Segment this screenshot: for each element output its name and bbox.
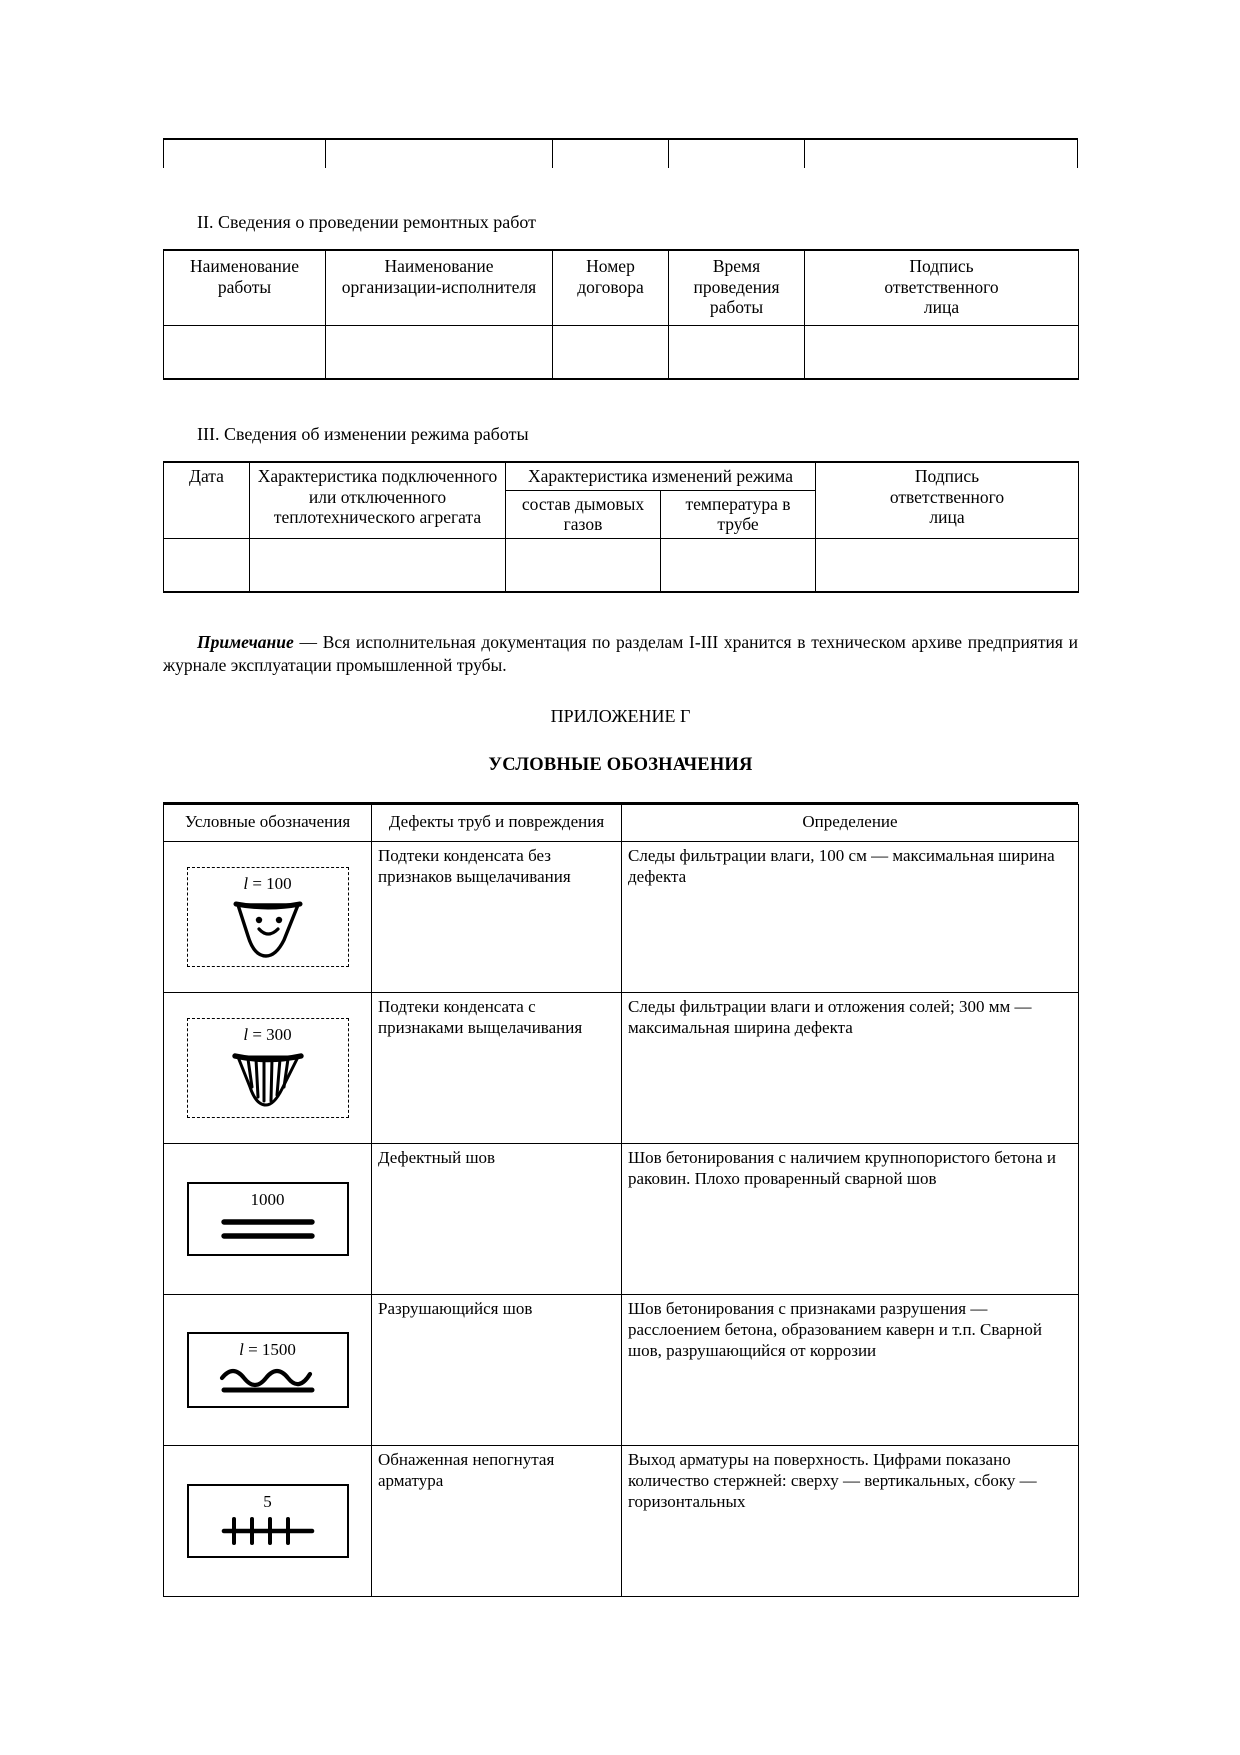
note-label: Примечание	[197, 631, 294, 652]
table-cell[interactable]	[506, 538, 661, 592]
note-paragraph	[163, 631, 1078, 677]
legend-table-wrapper	[163, 802, 1078, 1597]
table-fragment-top	[163, 138, 1078, 168]
section-heading-3: III. Сведения об изменении режима работы	[197, 423, 529, 444]
symbol-box-dashed	[187, 1018, 349, 1119]
header-line: температура в	[685, 493, 791, 514]
table-cell[interactable]	[553, 325, 669, 379]
col-header-contract-number	[553, 250, 669, 325]
legend-definition: Следы фильтрации влаги и отложения солей; 300 мм — максимальная ширина дефекта	[622, 993, 1079, 1144]
header-line: Подпись	[909, 256, 974, 276]
col-header-flue-gas-composition	[506, 490, 661, 538]
symbol-box-solid	[187, 1484, 349, 1559]
header-line: теплотехнического агрегата	[273, 507, 482, 528]
table-repair-works	[163, 249, 1079, 380]
header-line: трубе	[717, 514, 759, 535]
header-line: Подпись	[914, 465, 980, 486]
legend-row	[164, 993, 1079, 1144]
symbol-label: 5	[263, 1491, 272, 1511]
note-text: Вся исполнительная документация по разделам I-III хранится в техническом архиве предприятия и журнале эксплуатации промышленной трубы.	[163, 631, 1078, 675]
col-header-work-time	[669, 250, 805, 325]
table-header-row	[164, 462, 1079, 490]
table-cell[interactable]	[326, 325, 553, 379]
legend-symbol-cell	[164, 993, 372, 1144]
symbol-label: 1000	[250, 1189, 285, 1209]
col-header-signature	[805, 250, 1079, 325]
header-line: лица	[929, 507, 965, 528]
header-line: или отключенного	[308, 486, 447, 507]
legend-row	[164, 1295, 1079, 1446]
col-header-stack-temperature	[661, 490, 816, 538]
table-fragment-rule	[325, 140, 326, 168]
col-header-signature	[816, 462, 1079, 538]
rebar-ticks-icon	[208, 1514, 328, 1548]
header-line: Характеристика подключенного	[257, 465, 498, 486]
condensate-drip-icon	[232, 896, 304, 958]
legend-symbol-cell	[164, 1295, 372, 1446]
symbol-label: l = 100	[243, 873, 292, 893]
legend-symbol-cell	[164, 842, 372, 993]
table-header-row	[164, 250, 1079, 325]
col-header-regime-group	[506, 462, 816, 490]
legend-defect: Обнаженная непогнутая арматура	[372, 1446, 622, 1597]
header-line: Характеристика изменений режима	[527, 465, 794, 486]
symbol-box-solid	[187, 1182, 349, 1257]
table-cell[interactable]	[805, 325, 1079, 379]
table-row[interactable]	[164, 538, 1079, 592]
legend-defect: Разрушающийся шов	[372, 1295, 622, 1446]
double-line-seam-icon	[208, 1212, 328, 1246]
table-cell[interactable]	[164, 325, 326, 379]
header-line: работы	[217, 276, 272, 297]
legend-definition: Выход арматуры на поверхность. Цифрами показано количество стержней: сверху — вертикальных, сбоку — горизонтальных	[622, 1446, 1079, 1597]
col-header-work-name	[164, 250, 326, 325]
symbol-label: l = 1500	[239, 1339, 296, 1359]
table-cell[interactable]	[250, 538, 506, 592]
header-line: лица	[923, 297, 960, 318]
col-header-organization	[326, 250, 553, 325]
header-line: договора	[577, 276, 644, 297]
legend-row	[164, 1144, 1079, 1295]
legend-symbol-cell	[164, 1144, 372, 1295]
section-heading-2: II. Сведения о проведении ремонтных работ	[197, 212, 537, 232]
table-fragment-rule	[163, 140, 164, 168]
symbol-label: l = 300	[243, 1024, 292, 1044]
legend-row	[164, 1446, 1079, 1597]
header-line: газов	[563, 514, 603, 535]
legend-col-header-defect: Дефекты труб и повреждения	[372, 805, 622, 842]
legend-definition: Следы фильтрации влаги, 100 см — максимальная ширина дефекта	[622, 842, 1079, 993]
legend-definition: Шов бетонирования с наличием крупнопористого бетона и раковин. Плохо проваренный сварной шов	[622, 1144, 1079, 1295]
appendix-label: ПРИЛОЖЕНИЕ Г	[550, 706, 691, 727]
col-header-date	[164, 462, 250, 538]
table-fragment-rule	[552, 140, 553, 168]
table-regime-changes	[163, 461, 1079, 593]
page-content	[163, 138, 1078, 1597]
symbol-box-dashed	[187, 867, 349, 968]
header-line: Наименование	[384, 256, 494, 276]
header-line: организации-исполнителя	[341, 276, 537, 297]
legend-definition: Шов бетонирования с признаками разрушения — расслоением бетона, образованием каверн и т.п. Сварной шов, разрушающийся от коррозии	[622, 1295, 1079, 1446]
condensate-leaching-icon	[232, 1047, 304, 1109]
table-row[interactable]	[164, 325, 1079, 379]
header-line: работы	[709, 297, 764, 318]
header-line: Дата	[189, 465, 224, 486]
header-line: Время	[712, 256, 761, 276]
legend-col-header-definition: Определение	[622, 805, 1079, 842]
appendix-title: УСЛОВНЫЕ ОБОЗНАЧЕНИЯ	[488, 755, 753, 776]
header-line: Номер	[586, 256, 635, 276]
table-fragment-rule	[668, 140, 669, 168]
wavy-line-seam-icon	[208, 1362, 328, 1398]
legend-defect: Подтеки конденсата без признаков выщелачивания	[372, 842, 622, 993]
symbol-box-solid	[187, 1332, 349, 1409]
legend-symbol-cell	[164, 1446, 372, 1597]
table-cell[interactable]	[661, 538, 816, 592]
header-line: Наименование	[189, 256, 300, 276]
note-dash: —	[293, 631, 323, 652]
table-fragment-rule	[1077, 140, 1078, 168]
legend-defect: Подтеки конденсата с признаками выщелачивания	[372, 993, 622, 1144]
table-fragment-rule	[804, 140, 805, 168]
header-line: ответственного	[889, 486, 1005, 507]
header-line: состав дымовых	[521, 493, 645, 514]
table-cell[interactable]	[669, 325, 805, 379]
table-cell[interactable]	[164, 538, 250, 592]
legend-col-header-symbol: Условные обозначения	[164, 805, 372, 842]
header-line: проведения	[693, 276, 780, 297]
table-cell[interactable]	[816, 538, 1079, 592]
col-header-agregat	[250, 462, 506, 538]
header-line: ответственного	[884, 276, 999, 297]
legend-row	[164, 842, 1079, 993]
legend-header-row	[164, 805, 1079, 842]
table-legend	[163, 804, 1079, 1597]
legend-defect: Дефектный шов	[372, 1144, 622, 1295]
